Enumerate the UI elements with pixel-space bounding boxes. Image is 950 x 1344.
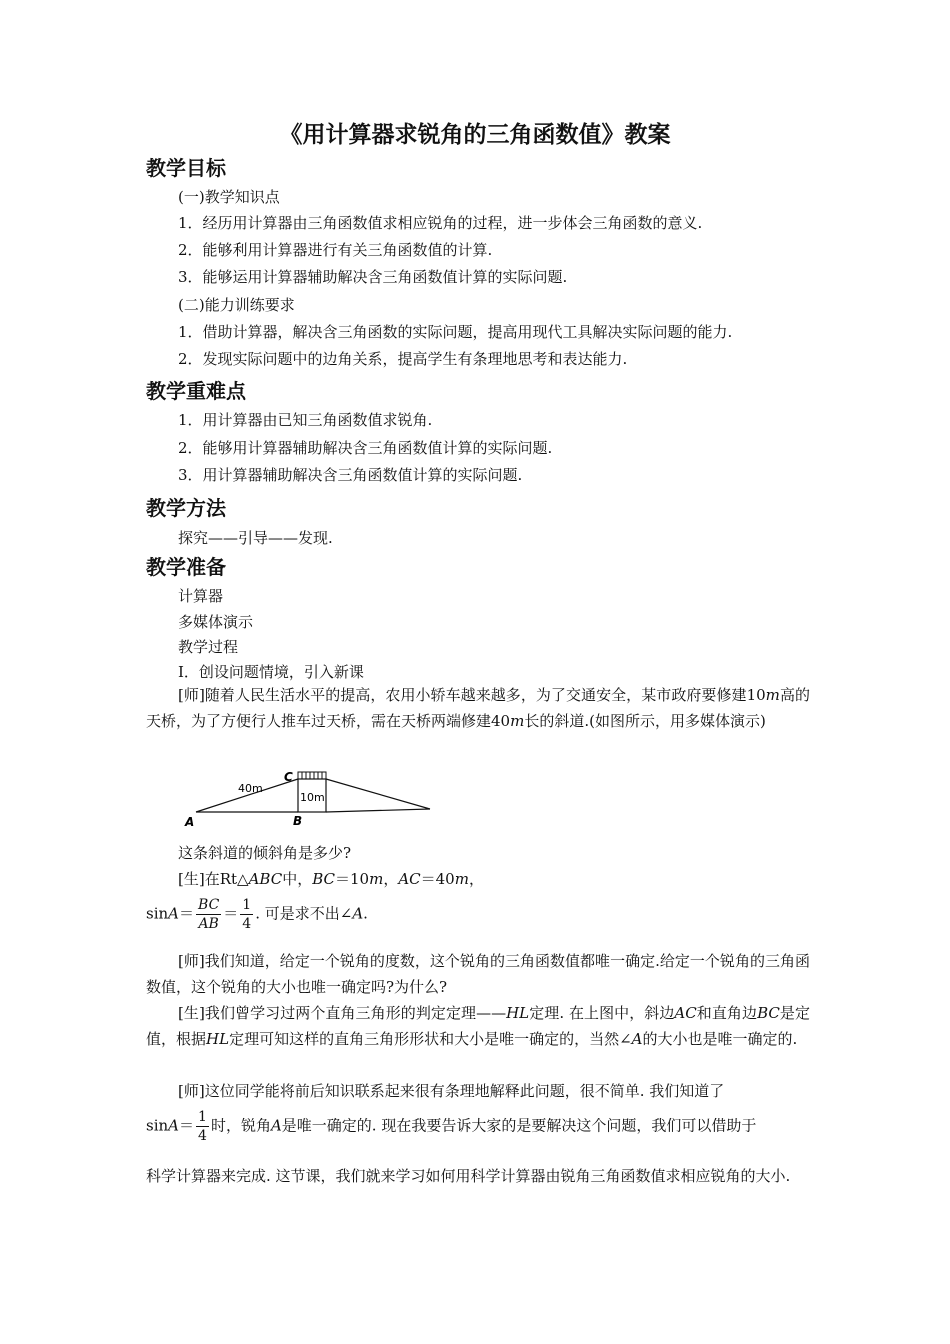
label-B: B — [293, 814, 303, 828]
label-40m: 40m — [238, 782, 263, 795]
label-A: A — [185, 815, 195, 829]
paragraph-teacher-1: [师]随着人民生活水平的提高，农用小轿车越来越多，为了交通安全，某市政府要修建10m高的天桥，为了方便行人推车过天桥，需在天桥两端修建40m长的斜道.(如图所示，用多媒体演示) — [146, 686, 810, 730]
label-C: C — [284, 770, 293, 784]
heading-key: 教学重难点 — [146, 379, 246, 403]
document-title: 《用计算器求锐角的三角函数值》教案 — [279, 122, 671, 148]
goals-k2: 2．能够利用计算器进行有关三角函数值的计算. — [178, 241, 493, 259]
prep-i3: 教学过程 — [178, 638, 239, 656]
bridge-ramp-figure — [180, 768, 440, 830]
paragraph-teacher-3: [师]这位同学能将前后知识联系起来很有条理地解释此问题，很不简单. 我们知道了 — [178, 1082, 725, 1100]
paragraph-teacher-2: [师]我们知道，给定一个锐角的度数，这个锐角的三角函数值都唯一确定.给定一个锐角的三角函数值，这个锐角的大小也唯一确定吗?为什么? — [146, 952, 810, 996]
goals-sub2: (二)能力训练要求 — [178, 296, 295, 314]
goals-a2: 2．发现实际问题中的边角关系，提高学生有条理地思考和表达能力. — [178, 350, 628, 368]
fraction-one-quarter-2: $\frac{1}{4}$ — [198, 1109, 207, 1144]
key-k2: 2．能够用计算器辅助解决含三角函数值计算的实际问题. — [178, 439, 553, 457]
fraction-bc-ab: $\frac{BC}{AB}$ — [198, 897, 220, 932]
goals-k3: 3．能够运用计算器辅助解决含三角函数值计算的实际问题. — [178, 268, 568, 286]
prep-i1: 计算器 — [178, 587, 224, 605]
ramp-right-top — [326, 779, 430, 809]
label-10m: 10m — [300, 791, 325, 804]
heading-prep: 教学准备 — [146, 555, 226, 579]
heading-goals: 教学目标 — [146, 156, 226, 180]
prep-i4: Ⅰ．创设问题情境，引入新课 — [178, 663, 364, 681]
method-text: 探究——引导——发现. — [178, 529, 333, 547]
prep-i2: 多媒体演示 — [178, 613, 254, 631]
formula-line-2: sinA＝ $\frac{1}{4}$ 时，锐角A是唯一确定的. 现在我要告诉大家的是要解决这个问题，我们可以借助于 — [146, 1109, 757, 1144]
goals-k1: 1．经历用计算器由三角函数值求相应锐角的过程，进一步体会三角函数的意义. — [178, 214, 703, 232]
paragraph-student-2: [生]我们曾学习过两个直角三角形的判定定理——HL定理. 在上图中，斜边AC和直角边BC是定值，根据HL定理可知这样的直角三角形形状和大小是唯一确定的，当然∠A的大小也是唯一确定的. — [146, 1004, 810, 1048]
heading-method: 教学方法 — [146, 496, 226, 520]
key-k3: 3．用计算器辅助解决含三角函数值计算的实际问题. — [178, 466, 523, 484]
goals-a1: 1．借助计算器，解决含三角函数的实际问题，提高用现代工具解决实际问题的能力. — [178, 323, 733, 341]
paragraph-teacher-3-cont: 科学计算器来完成. 这节课，我们就来学习如何用科学计算器由锐角三角函数值求相应锐角的大小. — [146, 1167, 791, 1185]
formula-line-1: sinA＝ $\frac{BC}{AB}$ ＝ $\frac{1}{4}$ . 可是求不出∠A. — [146, 897, 368, 932]
question-text: 这条斜道的倾斜角是多少? — [178, 844, 352, 862]
key-k1: 1．用计算器由已知三角函数值求锐角. — [178, 411, 433, 429]
goals-sub1: (一)教学知识点 — [178, 188, 280, 206]
ground-right — [326, 809, 430, 812]
student-line-1: [生]在Rt△ABC中，BC＝10m，AC＝40m， — [178, 870, 484, 888]
fraction-one-quarter: $\frac{1}{4}$ — [242, 897, 252, 932]
